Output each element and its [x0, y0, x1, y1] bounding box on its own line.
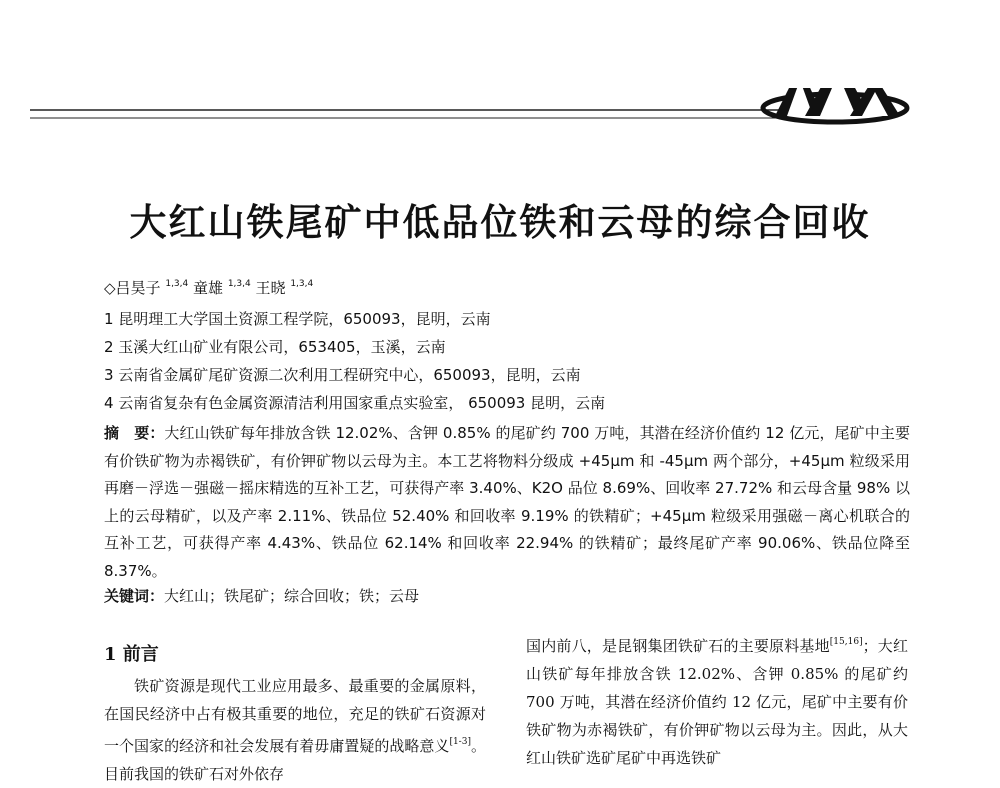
body-column-right — [526, 628, 908, 772]
author-affil: 1,3,4 — [290, 279, 314, 289]
header-rule — [0, 88, 1000, 148]
affiliation-2: 2 玉溪大红山矿业有限公司，653405，玉溪，云南 — [104, 338, 446, 356]
mountain-logo-icon — [763, 88, 907, 122]
abstract-label: 摘 要： — [104, 424, 165, 442]
keywords — [104, 585, 419, 606]
author-affil: 1,3,4 — [165, 279, 189, 289]
body-text: 国内前八，是昆钢集团铁矿石的主要原料基地 — [526, 637, 830, 655]
author-name: 王晓 — [255, 279, 286, 297]
body-column-left — [104, 672, 486, 788]
author-affil: 1,3,4 — [227, 279, 251, 289]
abstract — [104, 420, 910, 585]
keywords-text: 大红山；铁尾矿；综合回收；铁；云母 — [164, 587, 420, 605]
paper-title: 大红山铁尾矿中低品位铁和云母的综合回收 — [129, 201, 871, 244]
author-name: 童雄 — [193, 279, 224, 297]
body-text: 。目前我国的铁矿石对外依存 — [104, 737, 486, 783]
author-marker: ◇ — [104, 279, 116, 297]
keywords-label: 关键词： — [104, 587, 165, 605]
affiliation-3: 3 云南省金属矿尾矿资源二次利用工程研究中心，650093，昆明，云南 — [104, 366, 581, 384]
affiliation-4: 4 云南省复杂有色金属资源清洁利用国家重点实验室， 650093 昆明，云南 — [104, 394, 606, 412]
citation: [15,16] — [829, 637, 863, 647]
affiliation-1: 1 昆明理工大学国土资源工程学院，650093，昆明，云南 — [104, 310, 491, 328]
abstract-text: 大红山铁矿每年排放含铁 12.02%、含钾 0.85% 的尾矿约 700 万吨，其潜在经济价值约 12 亿元，尾矿中主要有价铁矿物为赤褐铁矿，有价钾矿物以云母为主。本工艺将物料分级成 +45μm 和 -45μm 两个部分，+45μm 粒级采用再磨－浮选－强磁－摇床精选的互补工艺，可获得产率 3.40%、K2O 品位 8.69%、回收率 27.72% 和云母含量 98% 以上的云母精矿，以及产率 2.11%、铁品位 52.40% 和回收率 9.19% 的铁精矿；+45μm 粒级采用强磁－离心机联合的互补工艺，可获得产率 4.43%、铁品位 62.14% 和回收率 22.94% 的铁精矿；最终尾矿产率 90.06%、铁品位降至 8.37%。 — [104, 424, 910, 580]
body-text: ；大红山铁矿每年排放含铁 12.02%、含钾 0.85% 的尾矿约 700 万吨，其潜在经济价值约 12 亿元，尾矿中主要有价铁矿物为赤褐铁矿，有价钾矿物以云母为主。因此，从大红山铁矿选矿尾矿中再选铁矿 — [526, 637, 908, 767]
body-text: 铁矿资源是现代工业应用最多、最重要的金属原料，在国民经济中占有极其重要的地位，充足的铁矿石资源对一个国家的经济和社会发展有着毋庸置疑的战略意义 — [104, 677, 486, 755]
section-heading: 1 前言 — [104, 644, 159, 665]
author-list — [104, 277, 313, 298]
author-name: 吕昊子 — [115, 279, 161, 297]
citation: [1-3] — [449, 737, 471, 747]
